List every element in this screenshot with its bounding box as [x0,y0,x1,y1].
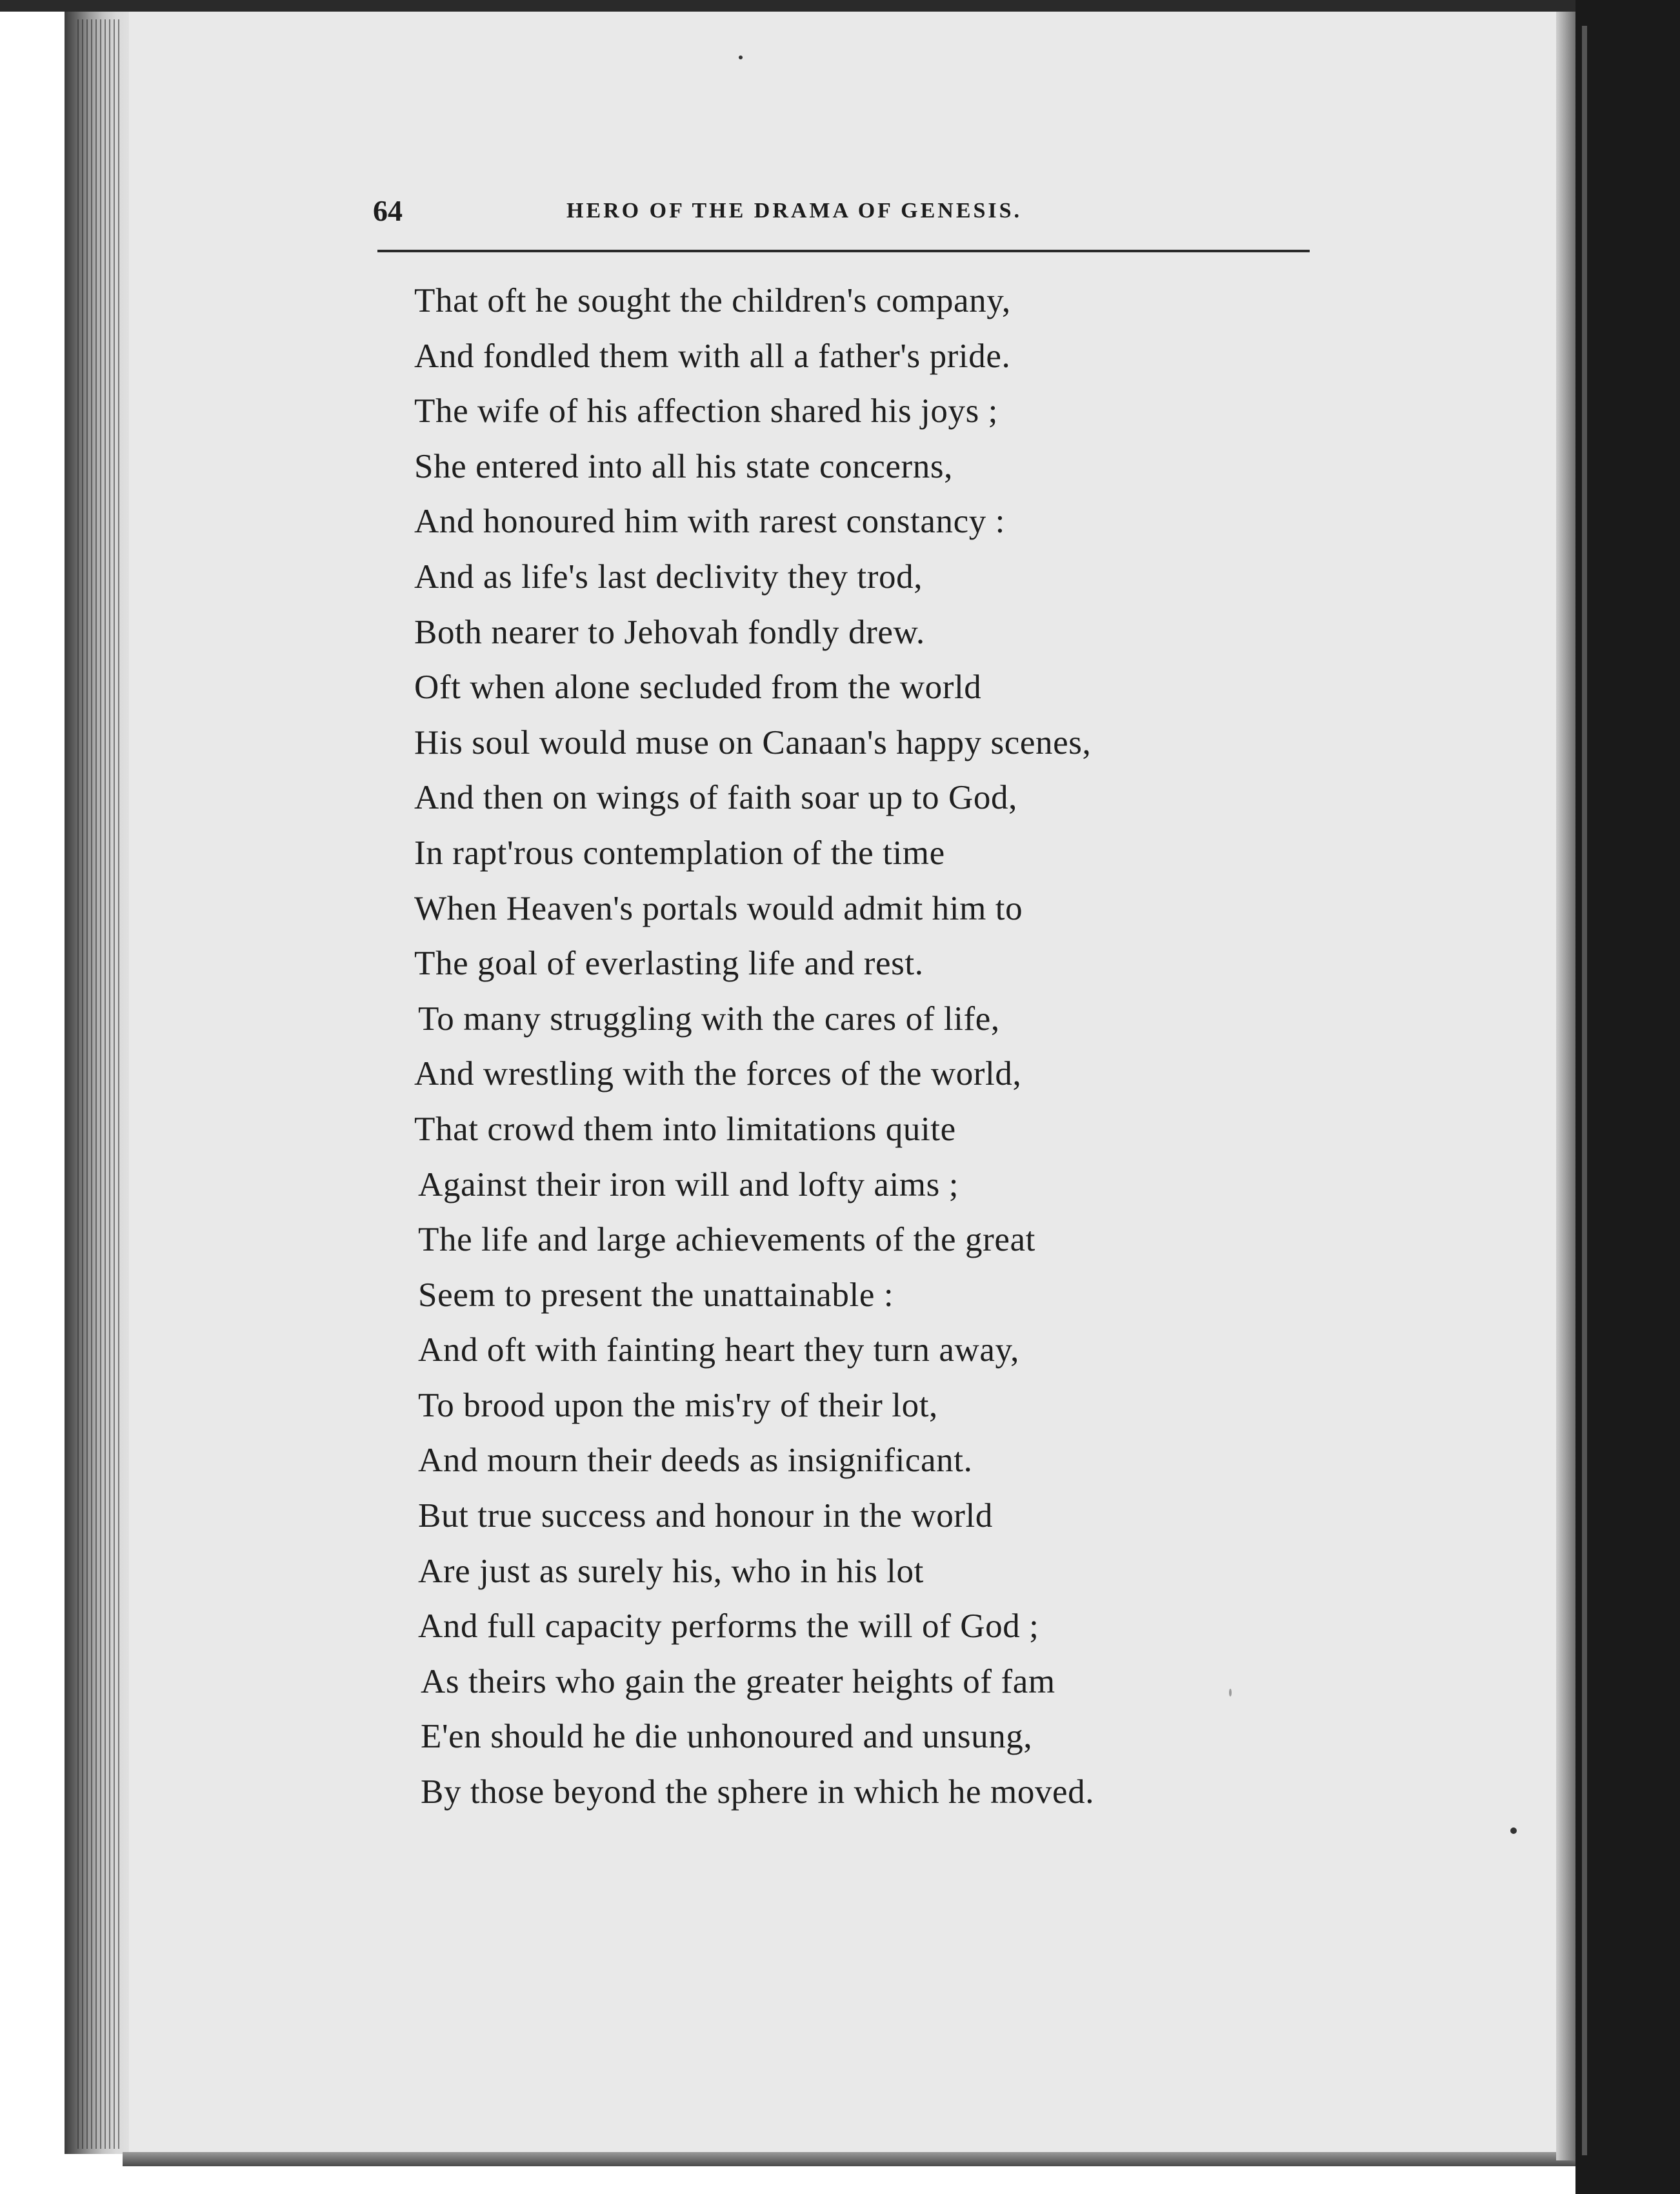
poem-line: When Heaven's portals would admit him to [414,889,1023,927]
poem-line: That crowd them into limitations quite [414,1110,956,1148]
page-number: 64 [373,194,403,227]
poem-line: She entered into all his state concerns, [414,447,953,485]
poem-line: And mourn their deeds as insignificant. [418,1442,973,1480]
poem-line: Oft when alone secluded from the world [414,669,982,707]
poem-line: And oft with fainting heart they turn away, [418,1331,1019,1369]
poem-line: And then on wings of faith soar up to God, [414,779,1017,817]
running-title: HERO OF THE DRAMA OF GENESIS. [566,199,1023,223]
scan-frame-top [0,0,1680,12]
poem-line: And honoured him with rarest constancy : [414,503,1005,541]
poem-line: Are just as surely his, who in his lot [418,1552,924,1590]
poem-line: E'en should he die unhonoured and unsung, [421,1718,1033,1756]
poem-line: And wrestling with the forces of the world, [414,1055,1022,1093]
poem-line: To many struggling with the cares of life, [418,1000,1000,1038]
scan-speck [1510,1827,1517,1834]
poem-line: The wife of his affection shared his joys ; [414,392,998,430]
poem-text [414,274,1279,1820]
page-bottom-edge [123,2152,1594,2166]
poem-line: Both nearer to Jehovah fondly drew. [414,613,925,651]
scan-speck [739,55,743,59]
poem-line: In rapt'rous contemplation of the time [414,834,945,872]
header-rule [377,250,1310,252]
poem-line: His soul would muse on Canaan's happy scenes, [414,723,1092,761]
poem-line: As theirs who gain the greater heights of fam [421,1662,1055,1700]
poem-line: To brood upon the mis'ry of their lot, [418,1386,938,1424]
scan-speck [1229,1689,1232,1696]
poem-line: Against their iron will and lofty aims ; [418,1165,959,1203]
poem-line: By those beyond the sphere in which he moved. [421,1773,1095,1811]
poem-line: The goal of everlasting life and rest. [414,945,924,983]
scan-frame-right [1575,0,1680,2194]
poem-line: And fondled them with all a father's pride. [414,337,1011,375]
poem-line: But true success and honour in the world [418,1497,993,1535]
running-head [373,188,1302,234]
scan-frame-right-line [1582,26,1587,2155]
page-right-edge [1556,12,1575,2160]
poem-line: And full capacity performs the will of God ; [418,1607,1039,1646]
poem-line: And as life's last declivity they trod, [414,558,923,596]
poem-line: That oft he sought the children's company, [414,282,1011,319]
poem-line: Seem to present the unattainable : [418,1276,894,1314]
page-edges-stack [77,19,123,2149]
poem-line: The life and large achievements of the great [418,1221,1035,1259]
